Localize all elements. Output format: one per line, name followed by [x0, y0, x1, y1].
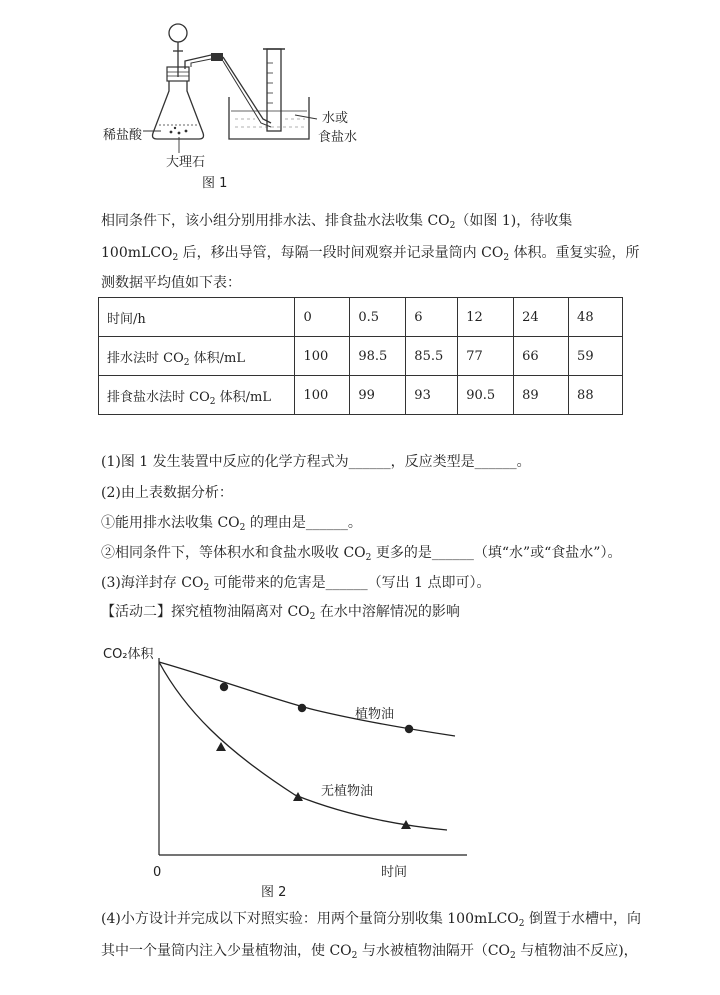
series-label-plant-oil: 植物油 — [355, 707, 395, 722]
intro-line-3: 测数据平均值如下表： — [101, 275, 241, 291]
table-cell: 77 — [458, 337, 514, 376]
table-cell: 48 — [569, 298, 623, 337]
activity-2-heading: 【活动二】探究植物油隔离对 $CO_2$ 在水中溶解情况的影响 — [101, 604, 460, 622]
row-header: 排食盐水法时 $CO_2$ 体积/mL — [99, 376, 295, 415]
series-label-no-oil: 无植物油 — [321, 784, 374, 799]
marker-no-oil — [293, 792, 303, 801]
table-cell: 59 — [569, 337, 623, 376]
x-axis-label: 时间 — [381, 865, 408, 880]
label-water-line2: 食盐水 — [318, 130, 358, 145]
y-axis-label: CO₂体积 — [103, 647, 154, 662]
marker-plant-oil — [405, 725, 413, 733]
table-cell: 100 — [295, 337, 350, 376]
label-marble: 大理石 — [166, 155, 206, 170]
table-row — [99, 298, 623, 337]
figure-1 — [95, 15, 375, 195]
label-water-line1: 水或 — [322, 111, 349, 126]
question-2a: ①能用排水法收集 $CO_2$ 的理由是______。 — [101, 515, 362, 533]
table-cell: 100 — [295, 376, 350, 415]
table-cell: 6 — [406, 298, 458, 337]
table-cell: 88 — [569, 376, 623, 415]
table-cell: 0.5 — [350, 298, 406, 337]
table-cell: 93 — [406, 376, 458, 415]
question-4-line-1: (4)小方设计并完成以下对照实验：用两个量筒分别收集 100mLCO$_2$ 倒置于水槽中，向 — [101, 911, 641, 929]
table-row — [99, 376, 623, 415]
label-dilute-hcl: 稀盐酸 — [103, 128, 143, 143]
intro-line-2: 100mLCO$_2$ 后，移出导管，每隔一段时间观察并记录量筒内 $CO_2$ 体积。重复实验，所 — [101, 245, 640, 263]
table-cell: 89 — [514, 376, 569, 415]
table-cell: 12 — [458, 298, 514, 337]
origin-label: 0 — [153, 865, 162, 880]
series-curve-no-oil — [159, 662, 447, 830]
table-cell: 90.5 — [458, 376, 514, 415]
question-2b: ②相同条件下，等体积水和食盐水吸收 $CO_2$ 更多的是______（填“水”或“食盐水”）。 — [101, 545, 622, 563]
table-cell: 99 — [350, 376, 406, 415]
row-header: 排水法时 $CO_2$ 体积/mL — [99, 337, 295, 376]
apparatus-drawing — [95, 15, 375, 195]
question-1: (1)图 1 发生装置中反应的化学方程式为______，反应类型是______。 — [101, 454, 531, 470]
marker-plant-oil — [220, 683, 228, 691]
marker-plant-oil — [298, 704, 306, 712]
table-cell: 98.5 — [350, 337, 406, 376]
question-3: (3)海洋封存 $CO_2$ 可能带来的危害是______（写出 1 点即可）。 — [101, 575, 491, 593]
figure-1-caption: 图 1 — [202, 176, 228, 191]
question-2: (2)由上表数据分析： — [101, 485, 233, 501]
series-curve-plant-oil — [159, 662, 455, 736]
row-header: 时间/h — [99, 298, 295, 337]
question-4-line-2: 其中一个量筒内注入少量植物油，使 $CO_2$ 与水被植物油隔开（$CO_2$ 与植物油不反应)， — [101, 943, 638, 961]
figure-2-chart — [95, 630, 495, 900]
table-row — [99, 337, 623, 376]
table-cell: 24 — [514, 298, 569, 337]
intro-line-1: 相同条件下，该小组分别用排水法、排食盐水法收集 $CO_2$（如图 1)，待收集 — [101, 213, 573, 231]
table-cell: 85.5 — [406, 337, 458, 376]
data-table — [98, 297, 623, 415]
table-cell: 0 — [295, 298, 350, 337]
table-cell: 66 — [514, 337, 569, 376]
figure-2-caption: 图 2 — [261, 885, 287, 900]
